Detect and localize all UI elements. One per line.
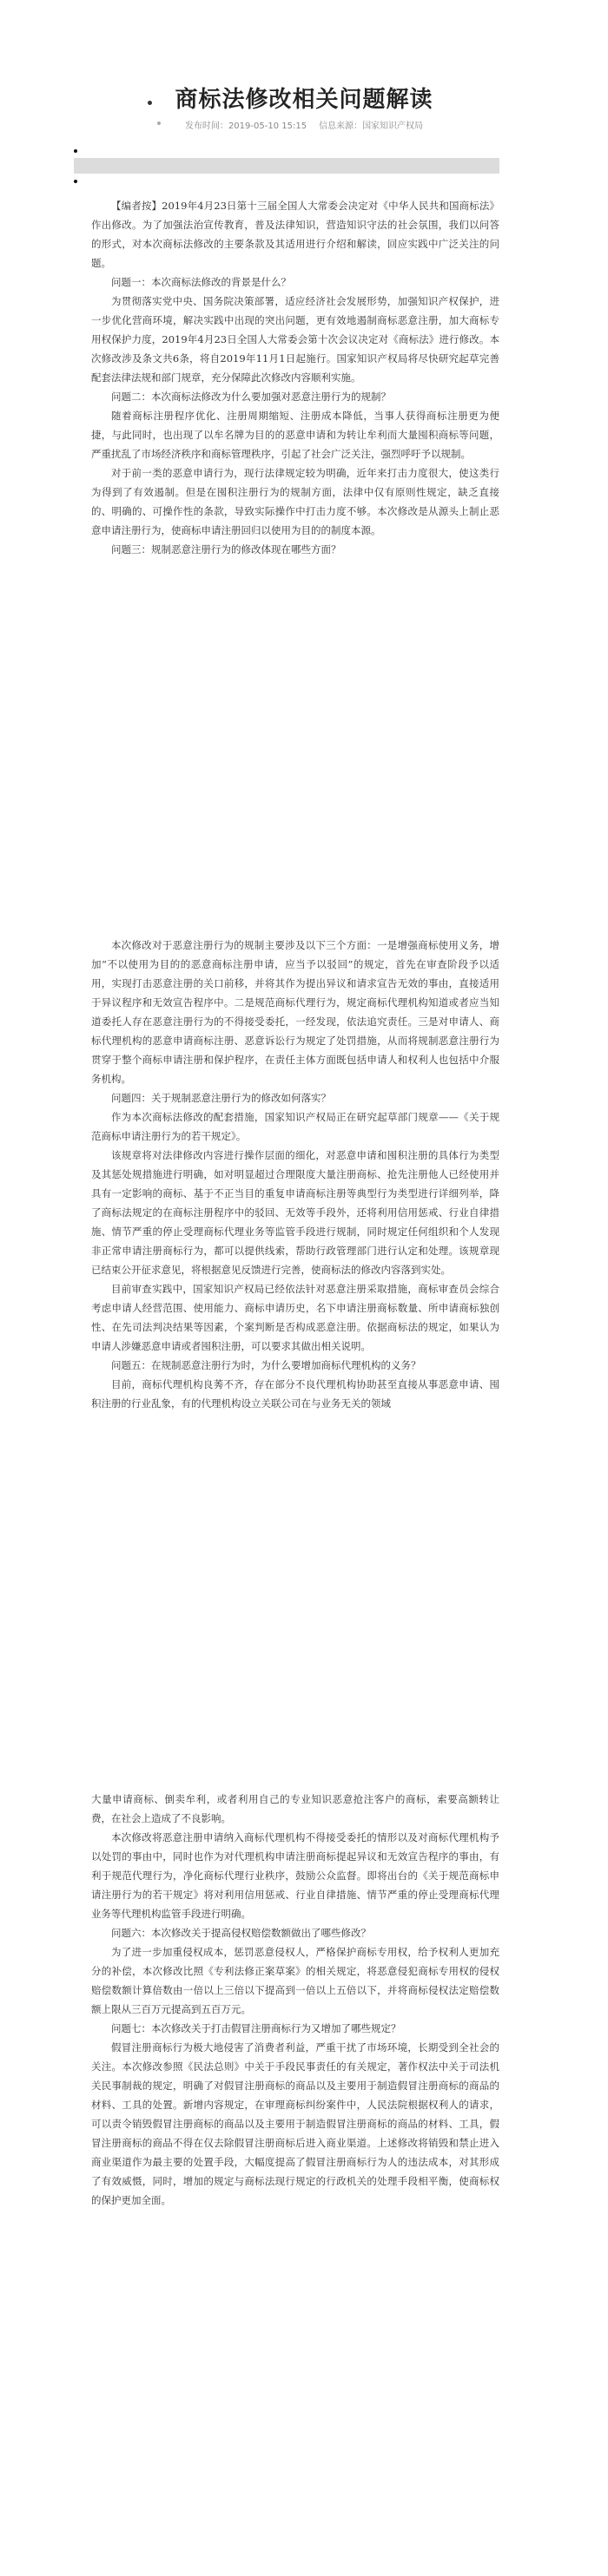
paragraph: 目前审查实践中，国家知识产权局已经依法针对恶意注册采取措施，商标审查员会综合考虑申请人经营范围、使用能力、商标申请历史，名下申请注册商标数量、所申请商标独创性、在先司法判决结果等因素，个案判断是否构成恶意注册。依据商标法的规定，如果认为申请人涉嫌恶意申请或者囤积注册，可以要求其做出相关说明。 bbox=[91, 1283, 499, 1352]
article-section-1 bbox=[91, 196, 499, 559]
paragraph: 为了进一步加重侵权成本，惩罚恶意侵权人，严格保护商标专用权，给予权利人更加充分的补偿，本次修改比照《专利法修正案草案》的相关规定，将恶意侵犯商标专用权的侵权赔偿数额计算倍数由一倍以上三倍以下提高到一倍以上五倍以下，并将商标侵权法定赔偿数额上限从三百万元提高到五百万元。 bbox=[91, 1946, 499, 2015]
article-section-3 bbox=[91, 1790, 499, 2210]
paragraph: 本次修改将恶意注册申请纳入商标代理机构不得接受委托的情形以及对商标代理机构予以处罚的事由中，同时也作为对代理机构申请注册商标提起异议和无效宣告程序的事由，有利于规范代理行为，净化商标代理行业秩序，鼓励公众监督。即将出台的《关于规范商标申请注册行为的若干规定》将对利用信用惩戒、行业自律措施、情节严重的停止受理商标代理业务等代理机构监管手段进行明确。 bbox=[91, 1831, 499, 1920]
paragraph: 假冒注册商标行为极大地侵害了消费者利益，严重干扰了市场环境，长期受到全社会的关注。本次修改参照《民法总则》中关于手段民事责任的有关规定，著作权法中关于司法机关民事制裁的规定，明确了对假冒注册商标的商品以及主要用于制造假冒注册商标的商品的材料、工具的处置。新增内容规定，在审理商标纠纷案件中，人民法院根据权利人的请求，可以责令销毁假冒注册商标的商品以及主要用于制造假冒注册商标的商品的材料、工具，假冒注册商标的商品不得在仅去除假冒注册商标后进入商业渠道。上述修改将销毁和禁止进入商业渠道作为最主要的处置手段，大幅度提高了假冒注册商标行为人的违法成本，对其形成了有效威慑，同时，增加的规定与商标法现行规定的行政机关的处理手段相平衡，使商标权的保护更加全面。 bbox=[91, 2041, 499, 2206]
publish-date: 2019-05-10 15:15 bbox=[228, 122, 307, 131]
editor-note: 【编者按】2019年4月23日第十三届全国人大常委会决定对《中华人民共和国商标法》作出修改。为了加强法治宣传教育，普及法律知识，营造知识守法的社会氛围，我们以问答的形式，对本次商标法修改的主要条款及其适用进行介绍和解读，回应实践中广泛关注的问题。 bbox=[91, 200, 499, 269]
question-heading: 问题一：本次商标法修改的背景是什么？ bbox=[111, 276, 291, 288]
question-heading: 问题四：关于规制恶意注册行为的修改如何落实？ bbox=[111, 1092, 331, 1104]
toolbar-bullet bbox=[74, 180, 77, 183]
page-title: 商标法修改相关问题解读 bbox=[175, 87, 433, 113]
paragraph: 作为本次商标法修改的配套措施，国家知识产权局正在研究起草部门规章——《关于规范商标申请注册行为的若干规定》。 bbox=[91, 1111, 499, 1142]
source-name: 国家知识产权局 bbox=[362, 122, 424, 131]
paragraph: 大量申请商标、倒卖牟利，或者利用自己的专业知识恶意抢注客户的商标，索要高额转让费，在社会上造成了不良影响。 bbox=[91, 1793, 499, 1824]
toolbar-placeholder-bar bbox=[74, 158, 499, 174]
toolbar-bullet bbox=[74, 149, 77, 153]
question-heading: 问题七：本次修改关于打击假冒注册商标行为又增加了哪些规定？ bbox=[111, 2022, 401, 2034]
paragraph: 目前，商标代理机构良莠不齐，存在部分不良代理机构协助甚至直接从事恶意申请、囤积注册的行业乱象，有的代理机构设立关联公司在与业务无关的领域 bbox=[91, 1378, 499, 1410]
source-label: 信息来源： bbox=[319, 122, 363, 131]
paragraph: 对于前一类的恶意申请行为，现行法律规定较为明确，近年来打击力度很大，使这类行为得到了有效遏制。但是在囤积注册行为的规制方面，法律中仅有原则性规定，缺乏直接的、明确的、可操作性的条款，导致实际操作中打击力度不够。本次修改是从源头上制止恶意申请注册行为，使商标申请注册回归以使用为目的的制度本源。 bbox=[91, 467, 499, 536]
paragraph: 随着商标注册程序优化、注册周期缩短、注册成本降低，当事人获得商标注册更为便捷，与此同时，也出现了以牟名牌为目的的恶意申请和为转让牟利而大量囤积商标等问题，严重扰乱了市场经济秩序和商标管理秩序，引起了社会广泛关注，强烈呼吁予以规制。 bbox=[91, 410, 499, 460]
paragraph: 本次修改对于恶意注册行为的规制主要涉及以下三个方面：一是增强商标使用义务，增加“不以使用为目的的恶意商标注册申请，应当予以驳回”的规定，首先在审查阶段予以适用，实现打击恶意注册的关口前移，并将其作为提出异议和请求宣告无效的事由，直接适用于异议程序和无效宣告程序中。二是规范商标代理行为，规定商标代理机构知道或者应当知道委托人存在恶意注册行为的不得接受委托，一经发现，依法追究责任。三是对申请人、商标代理机构的恶意申请商标注册、恶意诉讼行为规定了处罚措施，从而将规制恶意注册行为贯穿于整个商标申请注册和保护程序，在责任主体方面既包括申请人和权利人也包括中介服务机构。 bbox=[91, 939, 499, 1085]
question-heading: 问题二：本次商标法修改为什么要加强对恶意注册行为的规制？ bbox=[111, 391, 391, 403]
question-heading: 问题三：规制恶意注册行为的修改体现在哪些方面？ bbox=[111, 543, 341, 555]
paragraph: 该规章将对法律修改内容进行操作层面的细化，对恶意申请和囤积注册的具体行为类型及其惩处规措施进行明确，如对明显超过合理限度大量注册商标、抢先注册他人已经使用并具有一定影响的商标、基于不正当目的重复申请商标注册等典型行为类型进行详细列举，降了商标法规定的在商标注册程序中的驳回、无效等手段外，还将利用信用惩戒、行业自律措施、情节严重的停止受理商标代理业务等监管手段进行规制，同时规定任何组织和个人发现非正常申请注册商标行为，都可以提供线索，帮助行政管理部门进行认定和处理。该规章现已结束公开征求意见，将根据意见反馈进行完善，使商标法的修改内容落到实处。 bbox=[91, 1149, 499, 1276]
date-label: 发布时间： bbox=[184, 122, 228, 131]
article-meta bbox=[0, 118, 608, 131]
article-section-2 bbox=[91, 936, 499, 1413]
paragraph: 为贯彻落实党中央、国务院决策部署，适应经济社会发展形势，加强知识产权保护，进一步优化营商环境，解决实践中出现的突出问题，更有效地遏制商标恶意注册，加大商标专用权保护力度，2019年4月23日全国人大常委会第十次会议决定对《商标法》进行修改。本次修改涉及条文共6条，将自2019年11月1日起施行。国家知识产权局将尽快研究起草完善配套法律法规和部门规章，充分保障此次修改内容顺利实施。 bbox=[91, 295, 499, 384]
question-heading: 问题六：本次修改关于提高侵权赔偿数额做出了哪些修改？ bbox=[111, 1927, 371, 1939]
question-heading: 问题五：在规制恶意注册行为时，为什么要增加商标代理机构的义务？ bbox=[111, 1359, 421, 1371]
